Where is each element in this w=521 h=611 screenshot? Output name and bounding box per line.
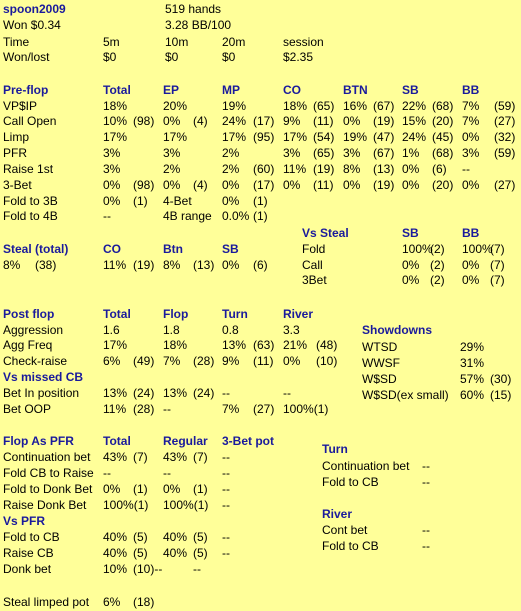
preflop-title: Pre-flop [3, 83, 49, 97]
flop-pfr-row-cell: 100%(1) [103, 498, 149, 512]
preflop-row-cell: (4) [193, 178, 208, 192]
steal-val: 11% [103, 258, 127, 272]
preflop-row-cell: (11) [313, 114, 334, 128]
preflop-row-cell: 7% [462, 99, 480, 113]
preflop-col-header: SB [402, 83, 419, 97]
river-row-cell: -- [422, 539, 430, 553]
showdowns-row-cell: 60% [460, 388, 485, 402]
turn-title: Turn [322, 442, 348, 456]
vs-missed-row-cell: 13% [163, 386, 188, 400]
vs-pfr-row-cell: (10)-- [133, 562, 163, 576]
preflop-row-cell: 22% [402, 99, 427, 113]
preflop-row-cell: (17) [253, 114, 275, 128]
preflop-row-cell: 0% [462, 178, 480, 192]
preflop-row-cell: 9% [283, 114, 301, 128]
vs-missed-row-cell: (28) [133, 402, 155, 416]
time-label: Time [3, 35, 30, 49]
preflop-row-cell: 3% [103, 146, 121, 160]
preflop-row-cell: (60) [253, 162, 275, 176]
preflop-row-cell: (67) [373, 146, 395, 160]
preflop-row-cell: (11) [313, 178, 334, 192]
showdowns-row-cell: 57% [460, 372, 485, 386]
vs-pfr-row-cell: 40% [103, 530, 128, 544]
vs-pfr-row-label: Donk bet [3, 562, 52, 576]
vs-pfr-row-cell: 40% [103, 546, 128, 560]
preflop-row-cell: 0% [103, 178, 121, 192]
vs-steal-row-label: Fold [302, 242, 326, 256]
vs-missed-row-cell: -- [163, 402, 171, 416]
flop-pfr-row-cell: -- [222, 450, 230, 464]
steal-title: Steal (total) [3, 242, 69, 256]
flop-pfr-row-cell: 43% [163, 450, 188, 464]
postflop-row-cell: (28) [193, 354, 215, 368]
preflop-row-label: Call Open [3, 114, 57, 128]
preflop-row-cell: 0% [402, 162, 420, 176]
postflop-row-cell: 7% [163, 354, 181, 368]
preflop-row-cell: (65) [313, 146, 335, 160]
vs-steal-row-cell: (7) [490, 273, 505, 287]
turn-row-label: Fold to CB [322, 475, 379, 489]
preflop-row-cell: 18% [283, 99, 308, 113]
preflop-row-cell: 17% [222, 130, 247, 144]
preflop-row-label: PFR [3, 146, 27, 160]
preflop-row-cell: (20) [432, 114, 454, 128]
vs-pfr-row-cell: 10% [103, 562, 128, 576]
showdowns-title: Showdowns [362, 323, 432, 337]
postflop-row-label: Check-raise [3, 354, 68, 368]
postflop-row-cell: 21% [283, 338, 308, 352]
showdowns-row-label: W$SD(ex small) [362, 388, 449, 402]
showdowns-row-cell: 31% [460, 356, 485, 370]
flop-pfr-col-header: 3-Bet pot [222, 434, 274, 448]
flop-pfr-row-cell: -- [103, 466, 111, 480]
vs-missed-row-cell: (24) [133, 386, 155, 400]
vs-pfr-row-label: Raise CB [3, 546, 54, 560]
steal-val: (6) [253, 258, 268, 272]
postflop-row-cell: 1.6 [103, 323, 120, 337]
flop-pfr-row-cell: 43% [103, 450, 128, 464]
vs-missed-cb-title: Vs missed CB [3, 370, 84, 384]
vs-steal-row-label: 3Bet [302, 273, 327, 287]
preflop-row-label: VP$IP [3, 99, 38, 113]
time-col: session [283, 35, 324, 49]
showdowns-row-cell: 29% [460, 340, 485, 354]
preflop-row-cell: 0.0% [222, 209, 250, 223]
steal-val: 8% [163, 258, 181, 272]
preflop-row-cell: 0% [222, 178, 240, 192]
preflop-row-cell: 1% [402, 146, 420, 160]
steal-val: (38) [35, 258, 57, 272]
preflop-row-cell: 3% [163, 146, 181, 160]
vs-missed-row-cell: -- [283, 386, 291, 400]
flop-pfr-row-cell: (1) [133, 482, 148, 496]
vs-pfr-title: Vs PFR [3, 514, 46, 528]
preflop-row-label: Limp [3, 130, 30, 144]
preflop-row-cell: -- [103, 209, 111, 223]
vs-steal-row-cell: (2) [430, 258, 445, 272]
preflop-row-cell: 17% [283, 130, 308, 144]
preflop-row-cell: 3% [343, 146, 361, 160]
vs-steal-row-cell: 0% [402, 273, 420, 287]
preflop-row-cell: (19) [373, 178, 395, 192]
won-amount: Won $0.34 [3, 18, 61, 32]
vs-missed-row-label: Bet OOP [3, 402, 52, 416]
vs-steal-row-cell: 100% [462, 242, 493, 256]
preflop-row-cell: 0% [283, 178, 301, 192]
flop-pfr-col-header: Total [103, 434, 131, 448]
preflop-row-cell: (1) [253, 194, 268, 208]
vs-missed-row-cell: (24) [193, 386, 215, 400]
preflop-col-header: BB [462, 83, 480, 97]
showdowns-row-cell: (30) [490, 372, 512, 386]
steal-val: (13) [193, 258, 215, 272]
flop-pfr-title: Flop As PFR [3, 434, 74, 448]
time-col: 5m [103, 35, 120, 49]
preflop-col-header: CO [283, 83, 301, 97]
showdowns-row-label: W$SD [362, 372, 397, 386]
vs-missed-row-cell: 7% [222, 402, 240, 416]
preflop-row-cell: (67) [373, 99, 395, 113]
vs-steal-row-cell: (7) [490, 242, 505, 256]
preflop-row-cell: (68) [432, 99, 454, 113]
vs-missed-row-cell: -- [222, 386, 230, 400]
steal-val: (19) [133, 258, 155, 272]
postflop-col-header: Total [103, 307, 131, 321]
vs-steal-row-cell: 0% [462, 273, 480, 287]
steal-val: 0% [222, 258, 240, 272]
time-col: 20m [222, 35, 246, 49]
preflop-row-cell: (19) [313, 162, 335, 176]
wonlost-label: Won/lost [3, 50, 50, 64]
preflop-row-cell: 18% [103, 99, 128, 113]
preflop-row-cell: 20% [163, 99, 188, 113]
preflop-row-cell: 24% [222, 114, 247, 128]
postflop-row-cell: 0% [283, 354, 301, 368]
vs-pfr-row-cell: (5) [133, 546, 148, 560]
vs-pfr-row-cell: -- [193, 562, 201, 576]
vs-missed-row-cell: 11% [103, 402, 127, 416]
vs-pfr-row-label: Fold to CB [3, 530, 60, 544]
preflop-row-cell: (32) [494, 130, 516, 144]
flop-pfr-row-label: Raise Donk Bet [3, 498, 87, 512]
preflop-row-cell: (13) [373, 162, 395, 176]
postflop-row-cell: (10) [316, 354, 338, 368]
turn-row-label: Continuation bet [322, 459, 410, 473]
preflop-row-cell: 17% [103, 130, 128, 144]
vs-missed-row-cell: (27) [253, 402, 275, 416]
postflop-row-cell: 0.8 [222, 323, 239, 337]
postflop-col-header: Flop [163, 307, 189, 321]
flop-pfr-row-label: Fold CB to Raise [3, 466, 94, 480]
flop-pfr-row-cell: -- [222, 498, 230, 512]
preflop-row-cell: 16% [343, 99, 368, 113]
flop-pfr-row-cell: 100%(1) [163, 498, 209, 512]
steal-col: Btn [163, 242, 183, 256]
preflop-row-cell: 2% [222, 162, 240, 176]
showdowns-row-label: WTSD [362, 340, 398, 354]
wonlost-val: $0 [165, 50, 179, 64]
postflop-row-cell: 3.3 [283, 323, 300, 337]
flop-pfr-row-cell: 0% [163, 482, 181, 496]
steal-col: SB [222, 242, 239, 256]
hands-count: 519 hands [165, 2, 222, 16]
preflop-row-label: 3-Bet [3, 178, 32, 192]
preflop-row-cell: 3% [462, 146, 480, 160]
vs-pfr-row-cell: 40% [163, 530, 188, 544]
preflop-row-label: Fold to 4B [3, 209, 58, 223]
vs-pfr-row-cell: (5) [193, 530, 208, 544]
postflop-row-label: Agg Freq [3, 338, 53, 352]
preflop-row-cell: 0% [343, 114, 361, 128]
postflop-row-label: Aggression [3, 323, 64, 337]
postflop-col-header: Turn [222, 307, 248, 321]
steal-col: CO [103, 242, 121, 256]
postflop-row-cell: 17% [103, 338, 128, 352]
time-col: 10m [165, 35, 189, 49]
vs-pfr-row-cell: -- [222, 530, 230, 544]
wonlost-val: $0 [222, 50, 236, 64]
preflop-row-cell: (19) [373, 114, 395, 128]
preflop-col-header: EP [163, 83, 180, 97]
vs-steal-row-label: Call [302, 258, 323, 272]
postflop-title: Post flop [3, 307, 55, 321]
preflop-row-cell: (47) [373, 130, 395, 144]
vs-steal-col: SB [402, 226, 419, 240]
vs-missed-row-cell: 100%(1) [283, 402, 329, 416]
flop-pfr-row-cell: -- [222, 466, 230, 480]
showdowns-row-label: WWSF [362, 356, 400, 370]
preflop-row-cell: 0% [163, 178, 181, 192]
postflop-row-cell: 9% [222, 354, 240, 368]
preflop-row-cell: 0% [222, 194, 240, 208]
preflop-row-label: Raise 1st [3, 162, 54, 176]
preflop-row-cell: 3% [103, 162, 121, 176]
river-row-label: Fold to CB [322, 539, 379, 553]
vs-steal-row-cell: (2) [430, 273, 445, 287]
postflop-row-cell: (11) [253, 354, 274, 368]
vs-pfr-row-cell: (5) [133, 530, 148, 544]
preflop-row-cell: (95) [253, 130, 275, 144]
flop-pfr-row-cell: -- [222, 482, 230, 496]
preflop-row-cell: 0% [343, 178, 361, 192]
postflop-row-cell: 1.8 [163, 323, 180, 337]
postflop-col-header: River [283, 307, 314, 321]
flop-pfr-row-cell: (7) [133, 450, 148, 464]
preflop-row-cell: -- [462, 162, 470, 176]
preflop-row-cell: 0% [402, 178, 420, 192]
wonlost-val: $2.35 [283, 50, 314, 64]
player-name: spoon2009 [3, 2, 66, 16]
preflop-col-header: BTN [343, 83, 368, 97]
preflop-row-cell: 19% [222, 99, 247, 113]
vs-missed-row-cell: 13% [103, 386, 128, 400]
river-title: River [322, 507, 353, 521]
vs-steal-row-cell: 100% [402, 242, 433, 256]
preflop-row-cell: (6) [432, 162, 447, 176]
preflop-row-cell: (54) [313, 130, 335, 144]
vs-pfr-row-cell: -- [222, 546, 230, 560]
preflop-row-cell: 0% [163, 114, 181, 128]
preflop-row-cell: (68) [432, 146, 454, 160]
preflop-row-cell: 11% [283, 162, 307, 176]
preflop-row-cell: 10% [103, 114, 128, 128]
wonlost-val: $0 [103, 50, 117, 64]
preflop-row-cell: (1) [133, 194, 148, 208]
preflop-row-cell: (59) [494, 99, 516, 113]
postflop-row-cell: 18% [163, 338, 188, 352]
preflop-row-cell: 24% [402, 130, 427, 144]
preflop-row-cell: 0% [462, 130, 480, 144]
steal-limped-label: Steal limped pot [3, 595, 90, 609]
preflop-row-cell: (4) [193, 114, 208, 128]
preflop-row-cell: 4B range [163, 209, 212, 223]
flop-pfr-col-header: Regular [163, 434, 208, 448]
vs-steal-row-cell: 0% [462, 258, 480, 272]
preflop-row-cell: 7% [462, 114, 480, 128]
vs-pfr-row-cell: (5) [193, 546, 208, 560]
preflop-row-cell: 15% [402, 114, 427, 128]
vs-steal-title: Vs Steal [302, 226, 349, 240]
vs-steal-col: BB [462, 226, 480, 240]
preflop-row-cell: (65) [313, 99, 335, 113]
flop-pfr-row-cell: (1) [193, 482, 208, 496]
postflop-row-cell: 13% [222, 338, 247, 352]
vs-pfr-row-cell: 40% [163, 546, 188, 560]
showdowns-row-cell: (15) [490, 388, 512, 402]
vs-steal-row-cell: 0% [402, 258, 420, 272]
preflop-row-cell: (17) [253, 178, 275, 192]
preflop-row-cell: (98) [133, 178, 155, 192]
steal-val: 8% [3, 258, 21, 272]
flop-pfr-row-cell: 0% [103, 482, 121, 496]
flop-pfr-row-label: Fold to Donk Bet [3, 482, 93, 496]
preflop-row-cell: (27) [494, 114, 516, 128]
postflop-row-cell: (48) [316, 338, 338, 352]
preflop-row-cell: 19% [343, 130, 368, 144]
preflop-col-header: MP [222, 83, 240, 97]
steal-limped-cell: 6% [103, 595, 121, 609]
river-row-cell: -- [422, 523, 430, 537]
preflop-row-cell: 2% [222, 146, 240, 160]
turn-row-cell: -- [422, 475, 430, 489]
river-row-label: Cont bet [322, 523, 368, 537]
preflop-row-cell: 2% [163, 162, 181, 176]
preflop-row-label: Fold to 3B [3, 194, 58, 208]
preflop-row-cell: (98) [133, 114, 155, 128]
preflop-row-cell: 17% [163, 130, 188, 144]
preflop-row-cell: (20) [432, 178, 454, 192]
steal-limped-cell: (18) [133, 595, 155, 609]
vs-steal-row-cell: (2) [430, 242, 445, 256]
vs-missed-row-label: Bet In position [3, 386, 80, 400]
preflop-row-cell: (59) [494, 146, 516, 160]
preflop-row-cell: 4-Bet [163, 194, 192, 208]
postflop-row-cell: (63) [253, 338, 275, 352]
turn-row-cell: -- [422, 459, 430, 473]
flop-pfr-row-label: Continuation bet [3, 450, 91, 464]
vs-steal-row-cell: (7) [490, 258, 505, 272]
bb-per-100: 3.28 BB/100 [165, 18, 232, 32]
preflop-row-cell: (27) [494, 178, 516, 192]
flop-pfr-row-cell: -- [163, 466, 171, 480]
preflop-row-cell: 3% [283, 146, 301, 160]
preflop-col-header: Total [103, 83, 131, 97]
preflop-row-cell: (45) [432, 130, 454, 144]
preflop-row-cell: 0% [103, 194, 121, 208]
preflop-row-cell: (1) [253, 209, 268, 223]
postflop-row-cell: 6% [103, 354, 121, 368]
flop-pfr-row-cell: (7) [193, 450, 208, 464]
postflop-row-cell: (49) [133, 354, 155, 368]
preflop-row-cell: 8% [343, 162, 361, 176]
